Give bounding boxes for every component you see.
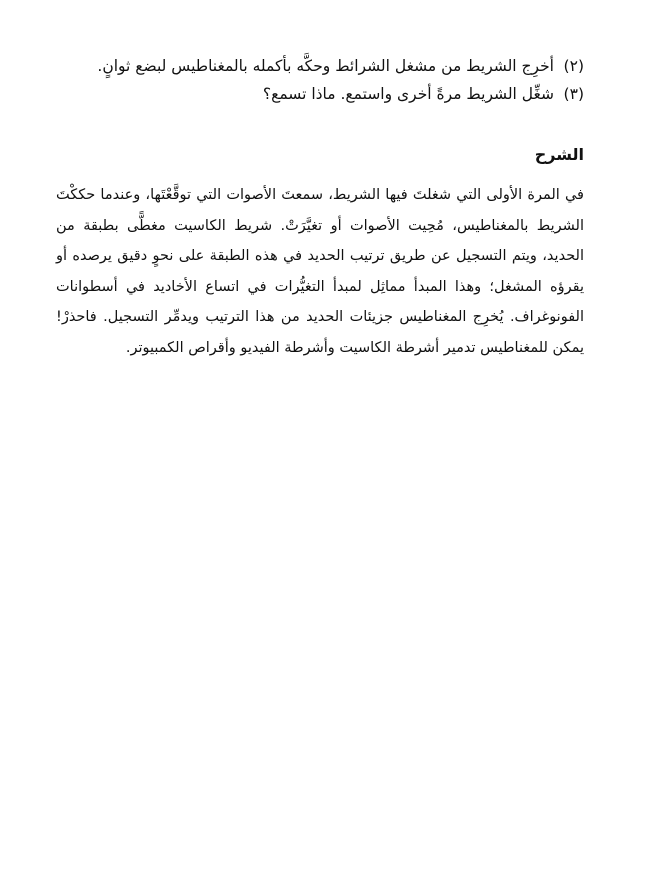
section-heading: الشرح: [534, 145, 584, 164]
step-item-3: [56, 80, 584, 108]
instruction-steps: [56, 52, 584, 108]
explanation-paragraph: في المرة الأولى التي شغلتَ فيها الشريط، سمعتَ الأصوات التي توقَّعْتَها، وعندما حككْتَ الشريط بالمغناطيس، مُحِيت الأصوات أو تغيَّرَتْ. شريط الكاسيت مغطًّى بطبقة من الحديد، ويتم التسجيل عن طريق ترتيب الحديد في هذه الطبقة على نحوٍ دقيق يرصده أو يقرؤه المشغل؛ وهذا المبدأ مماثِل لمبدأ التغيُّرات في اتساع الأخاديد في أسطوانات الفونوغراف. يُخرِج المغناطيس جزيئات الحديد من هذا الترتيب ويدمِّر التسجيل. فاحذرْ! يمكن للمغناطيس تدمير أشرطة الكاسيت وأشرطة الفيديو وأقراص الكمبيوتر.: [56, 187, 584, 356]
step-item-2: [56, 52, 584, 80]
step-number: (٢): [563, 57, 584, 75]
step-number: (٣): [563, 85, 584, 103]
step-text: شغِّل الشريط مرةً أخرى واستمع. ماذا تسمع؟: [262, 85, 554, 103]
step-text: أخرِج الشريط من مشغل الشرائط وحكَّه بأكمله بالمغناطيس لبضع ثوانٍ.: [97, 57, 554, 75]
page-content: [56, 52, 584, 363]
